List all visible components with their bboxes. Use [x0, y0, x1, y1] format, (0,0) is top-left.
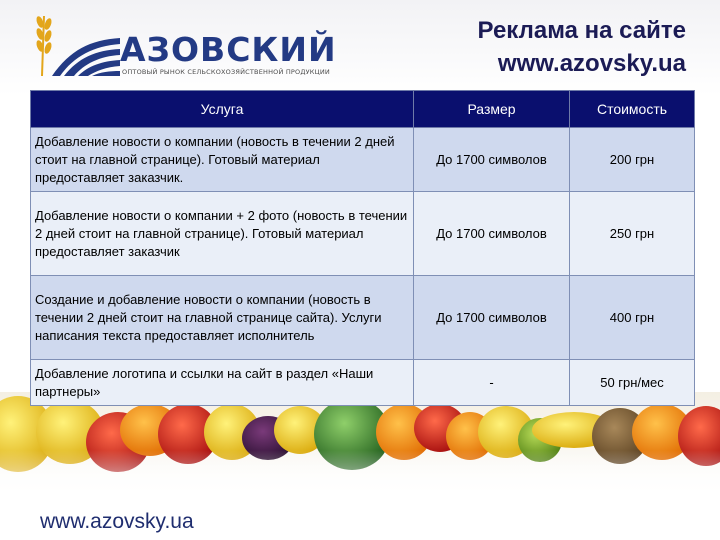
service-cell: Добавление логотипа и ссылки на сайт в раздел «Наши партнеры»: [31, 360, 414, 406]
title-line-1: Реклама на сайте: [477, 17, 686, 44]
column-header-price: Стоимость: [570, 91, 695, 128]
table-header-row: [31, 91, 695, 128]
column-header-size: Размер: [414, 91, 570, 128]
price-cell: 250 грн: [570, 192, 695, 276]
logo-name: АЗОВСКИЙ: [120, 30, 337, 69]
service-cell: Добавление новости о компании (новость в течении 2 дней стоит на главной странице). Готовый материал предоставляет заказчик.: [31, 128, 414, 192]
table-row: [31, 360, 695, 406]
footer-url: www.azovsky.ua: [40, 510, 194, 533]
price-cell: 50 грн/мес: [570, 360, 695, 406]
table-row: [31, 128, 695, 192]
page-title: [478, 14, 686, 80]
wheat-logo-icon: [30, 10, 122, 80]
size-cell: До 1700 символов: [414, 128, 570, 192]
fruit-image: [0, 392, 720, 498]
size-cell: До 1700 символов: [414, 276, 570, 360]
title-line-2: www.azovsky.ua: [497, 50, 686, 77]
table-row: [31, 276, 695, 360]
service-cell: Добавление новости о компании + 2 фото (новость в течении 2 дней стоит на главной странице). Готовый материал предоставляет заказчик: [31, 192, 414, 276]
size-cell: -: [414, 360, 570, 406]
table-row: [31, 192, 695, 276]
size-cell: До 1700 символов: [414, 192, 570, 276]
column-header-service: Услуга: [31, 91, 414, 128]
logo-tagline: ОПТОВЫЙ РЫНОК СЕЛЬСКОХОЗЯЙСТВЕННОЙ ПРОДУКЦИИ: [122, 68, 330, 76]
service-cell: Создание и добавление новости о компании (новость в течении 2 дней стоит на главной странице сайта). Услуги написания текста предоставляет исполнитель: [31, 276, 414, 360]
pricing-table: [30, 90, 695, 406]
price-cell: 200 грн: [570, 128, 695, 192]
company-logo: [30, 10, 337, 82]
price-cell: 400 грн: [570, 276, 695, 360]
